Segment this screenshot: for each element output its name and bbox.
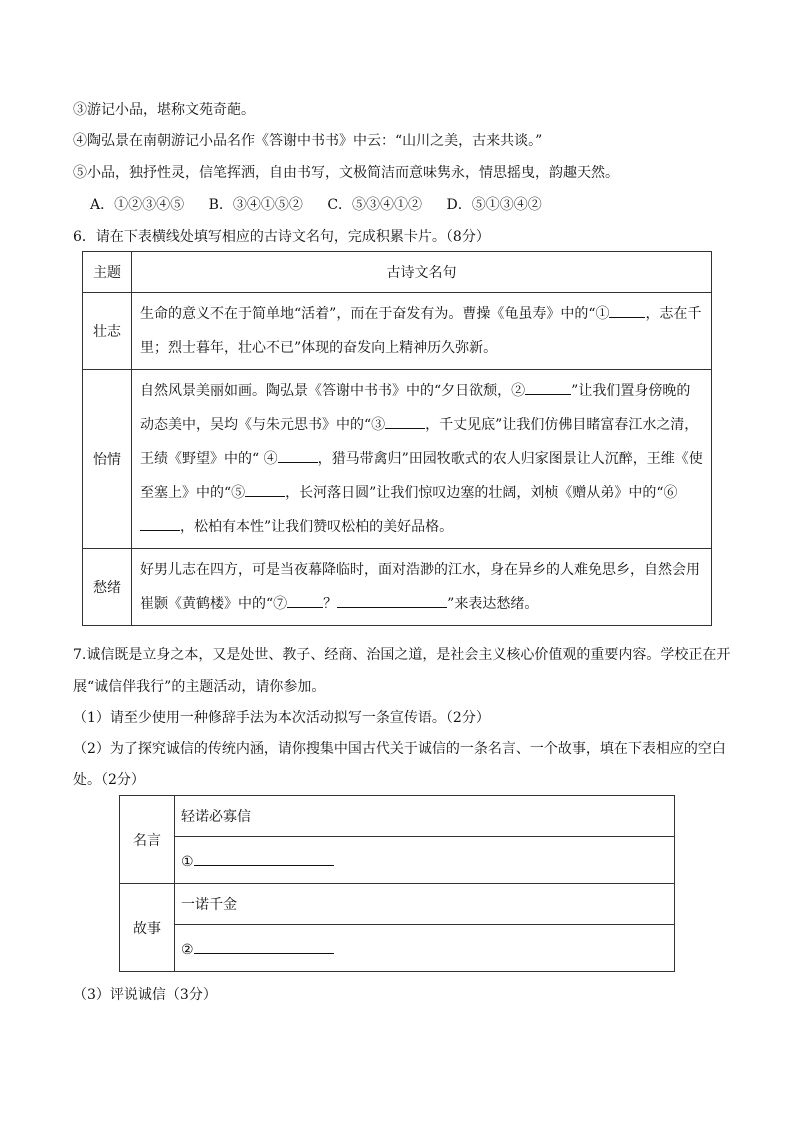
q7-sub2-line2: 处。（2分） — [73, 772, 145, 788]
blank-6[interactable] — [140, 516, 180, 531]
blank-7b[interactable] — [337, 593, 447, 608]
header-content: 古诗文名句 — [132, 252, 712, 293]
table-row — [83, 293, 712, 370]
q7-sub2-line1: （2）为了探究诚信的传统内涵，请你搜集中国古代关于诚信的一条名言、一个故事，填在下表相应的空白 — [73, 741, 726, 757]
q7-intro-line2: 展“诚信伴我行”的主题活动，请你参加。 — [73, 679, 326, 695]
blank-5[interactable] — [245, 482, 285, 497]
option-a[interactable]: A．①②③④⑤ — [90, 197, 185, 213]
row-ambition-text: 生命的意义不在于简单地“活着”，而在于奋发有为。曹操《龟虽寿》中的“① ，志在千里；烈士暮年，壮心不已”体现的奋发向上精神历久弥新。 — [132, 293, 712, 370]
q6-prompt: 6．请在下表横线处填写相应的古诗文名句，完成积累卡片。（8分） — [73, 229, 490, 245]
table-row — [83, 549, 712, 626]
quote-given: 轻诺必寡信 — [175, 796, 675, 837]
blank-2[interactable] — [525, 380, 571, 395]
q5-options — [90, 195, 542, 215]
q7-sub1: （1）请至少使用一种修辞手法为本次活动拟写一条宣传语。（2分） — [73, 710, 490, 726]
topic-leisure: 怡情 — [83, 370, 132, 549]
row-sorrow-text: 好男儿志在四方，可是当夜幕降临时，面对浩渺的江水，身在异乡的人难免思乡，自然会用崔颢《黄鹤楼》中的“⑦ ？ ”来表达愁绪。 — [132, 549, 712, 626]
topic-ambition: 壮志 — [83, 293, 132, 370]
label-quote: 名言 — [120, 796, 175, 884]
quote-answer-cell: ① — [175, 837, 675, 884]
table-row — [120, 925, 675, 972]
story-given: 一诺千金 — [175, 884, 675, 925]
table-row — [120, 884, 675, 925]
blank-4[interactable] — [278, 448, 318, 463]
q5-item-5: ⑤小品，独抒性灵，信笔挥洒，自由书写，文极简洁而意味隽永，情思摇曳，韵趣天然。 — [73, 165, 619, 181]
q5-item-3: ③游记小品，堪称文苑奇葩。 — [73, 102, 255, 118]
table-header-row — [83, 252, 712, 293]
table-row — [83, 370, 712, 549]
topic-sorrow: 愁绪 — [83, 549, 132, 626]
table-row — [120, 837, 675, 884]
q7-intro-line1: 7.诚信既是立身之本，又是处世、教子、经商、治国之道，是社会主义核心价值观的重要内容。学校正在开 — [73, 647, 731, 663]
blank-1[interactable] — [609, 303, 645, 318]
q5-item-4: ④陶弘景在南朝游记小品名作《答谢中书书》中云：“山川之美，古来共谈。” — [73, 133, 543, 149]
q7-table — [119, 795, 675, 972]
table-row — [120, 796, 675, 837]
q7-sub3: （3）评说诚信（3分） — [73, 987, 217, 1003]
blank-3[interactable] — [385, 414, 425, 429]
option-b[interactable]: B．③④①⑤② — [208, 197, 303, 213]
option-c[interactable]: C．⑤③④①② — [327, 197, 423, 213]
header-topic: 主题 — [83, 252, 132, 293]
q6-table — [82, 251, 712, 626]
row-leisure-text: 自然风景美丽如画。陶弘景《答谢中书书》中的“夕日欲颓，② ”让我们置身傍晚的动态美中，吴均《与朱元思书》中的“③ ，千丈见底”让我们仿佛目睹富春江水之清，王绩《野望》中的“ ④ ，猎马带禽归”田园牧歌式的农人归家图景让人沉醉，王维《使至塞上》中的“⑤ ，长河落日圆”让我们惊叹边塞的壮阔，刘桢《赠从弟》中的“⑥，松柏有本性”让我们赞叹松柏的美好品格。 — [132, 370, 712, 549]
blank-story[interactable] — [194, 939, 334, 954]
blank-7a[interactable] — [287, 593, 323, 608]
blank-quote[interactable] — [194, 851, 334, 866]
option-d[interactable]: D．⑤①③④② — [446, 197, 542, 213]
label-story: 故事 — [120, 884, 175, 972]
story-answer-cell: ② — [175, 925, 675, 972]
